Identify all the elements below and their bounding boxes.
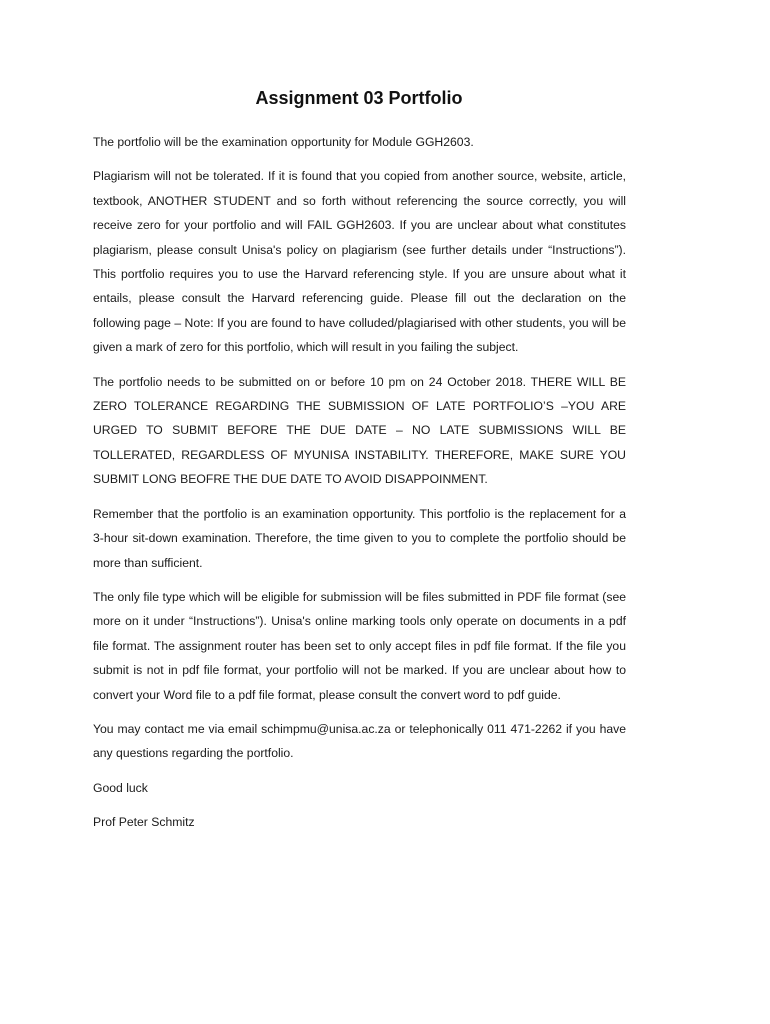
closing-line: Good luck (93, 780, 148, 795)
paragraph-submission-deadline: The portfolio needs to be submitted on or before 10 pm on 24 October 2018. THERE WILL BE ZERO TOLERANCE REGARDING THE SUBMISSION OF LATE PORTFOLIO’S –YOU ARE URGED TO SUBMIT BEFORE THE DUE DATE – NO LATE SUBMISSIONS WILL BE TOLLERATED, REGARDLESS OF MYUNISA INSTABILITY. THEREFORE, MAKE SURE YOU SUBMIT LONG BEOFRE THE DUE DATE TO AVOID DISAPPOINMENT. (93, 374, 626, 487)
signature-line: Prof Peter Schmitz (93, 815, 195, 830)
paragraph-plagiarism: Plagiarism will not be tolerated. If it is found that you copied from another source, website, article, textbook, ANOTHER STUDENT and so forth without referencing the source correctly, you will receive zero for your portfolio and will FAIL GGH2603. If you are unclear about what constitutes plagiarism, please consult Unisa's policy on plagiarism (see further details under “Instructions”). This portfolio requires you to use the Harvard referencing style. If you are unsure about what it entails, please consult the Harvard referencing guide. Please fill out the declaration on the following page – Note: If you are found to have colluded/plagiarised with other students, you will be given a mark of zero for this portfolio, which will result in you failing the subject. (93, 169, 626, 355)
paragraph-contact: You may contact me via email schimpmu@unisa.ac.za or telephonically 011 471-2262 if you have any questions regarding the portfolio. (93, 721, 626, 761)
paragraph-examination-opportunity: Remember that the portfolio is an examination opportunity. This portfolio is the replacement for a 3-hour sit-down examination. Therefore, the time given to you to complete the portfolio should be more than sufficient. (93, 506, 626, 570)
document-title: Assignment 03 Portfolio (255, 88, 463, 108)
paragraph-module-intro: The portfolio will be the examination opportunity for Module GGH2603. (93, 135, 474, 149)
document-body (93, 130, 626, 845)
paragraph-file-format: The only file type which will be eligible for submission will be files submitted in PDF file format (see more on it under “Instructions”). Unisa's online marking tools only operate on documents in a pdf file format. The assignment router has been set to only accept files in pdf file format. If the file you submit is not in pdf file format, your portfolio will not be marked. If you are unclear about how to convert your Word file to a pdf file format, please consult the convert word to pdf guide. (93, 589, 626, 702)
